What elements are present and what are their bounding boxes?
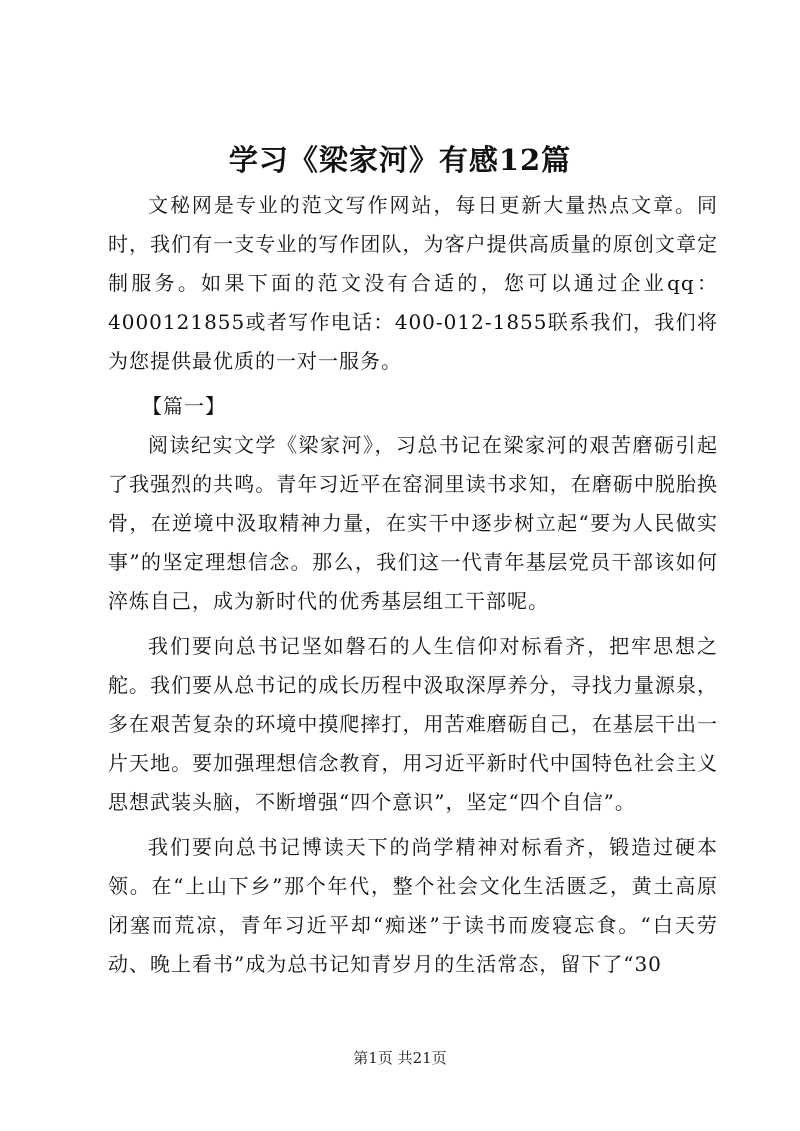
document-body <box>108 186 718 984</box>
document-title: 学习《梁家河》有感12篇 <box>228 143 572 177</box>
intro-paragraph: 文秘网是专业的范文写作网站，每日更新大量热点文章。同时，我们有一支专业的写作团队，为客户提供高质量的原创文章定制服务。如果下面的范文没有合适的，您可以通过企业qq：4000121855或者写作电话：400-012-1855联系我们，我们将为您提供最优质的一对一服务。 <box>108 193 718 373</box>
body-paragraph-2: 我们要向总书记坚如磐石的人生信仰对标看齐，把牢思想之舵。我们要从总书记的成长历程中汲取深厚养分，寻找力量源泉，多在艰苦复杂的环境中摸爬摔打，用苦难磨砺自己，在基层干出一片天地。要加强理想信念教育，用习近平新时代中国特色社会主义思想武装头脑，不断增强“四个意识”，坚定“四个自信”。 <box>108 634 718 814</box>
body-paragraph-1: 阅读纪实文学《梁家河》，习总书记在梁家河的艰苦磨砺引起了我强烈的共鸣。青年习近平在窑洞里读书求知，在磨砺中脱胎换骨，在逆境中汲取精神力量，在实干中逐步树立起“要为人民做实事”的坚定理想信念。那么，我们这一代青年基层党员干部该如何淬炼自己，成为新时代的优秀基层组工干部呢。 <box>108 433 718 613</box>
section-heading: 【篇一】 <box>142 394 226 418</box>
body-paragraph-3: 我们要向总书记博读天下的尚学精神对标看齐，锻造过硬本领。在“上山下乡”那个年代，整个社会文化生活匮乏，黄土高原闭塞而荒凉，青年习近平却“痴迷”于读书而废寝忘食。“白天劳动、晚上看书”成为总书记知青岁月的生活常态，留下了“30 <box>108 835 718 976</box>
page-number-footer: 第1页 共21页 <box>353 1049 447 1067</box>
